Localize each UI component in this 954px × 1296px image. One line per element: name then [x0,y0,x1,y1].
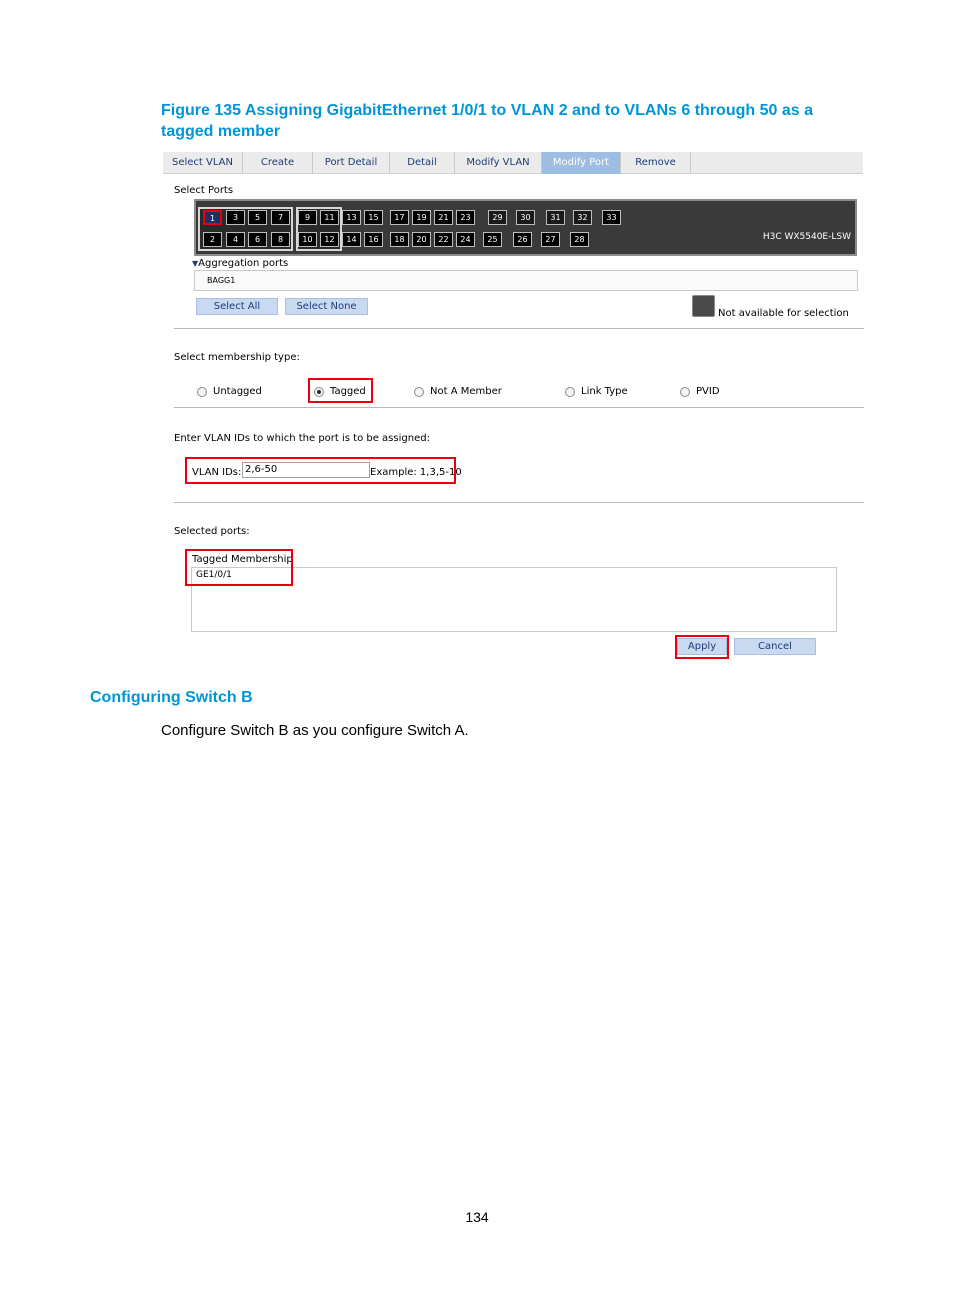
aggregation-item-bagg1[interactable]: BAGG1 [207,276,236,285]
port-18[interactable]: 18 [390,232,409,247]
tab-select-vlan[interactable]: Select VLAN [163,152,243,174]
aggregation-toggle[interactable] [192,258,288,269]
vlan-entry-label: Enter VLAN IDs to which the port is to be assigned: [174,433,430,444]
aggregation-list [194,270,858,291]
selected-ports-label: Selected ports: [174,526,250,537]
port-24[interactable]: 24 [456,232,475,247]
membership-label: Select membership type: [174,352,300,363]
port-12[interactable]: 12 [320,232,339,247]
divider [174,328,864,329]
highlight-vlan-ids [185,457,456,484]
port-22[interactable]: 22 [434,232,453,247]
port-3[interactable]: 3 [226,210,245,225]
port-25[interactable]: 25 [483,232,502,247]
port-4[interactable]: 4 [226,232,245,247]
section-heading: Configuring Switch B [90,689,253,706]
port-28[interactable]: 28 [570,232,589,247]
page-number: 134 [465,1209,489,1225]
vlan-ids-example: Example: 1,3,5-10 [370,467,462,478]
port-15[interactable]: 15 [364,210,383,225]
radio-pvid[interactable] [680,386,720,397]
body-paragraph: Configure Switch B as you configure Switch A. [161,722,469,739]
port-11[interactable]: 11 [320,210,339,225]
highlight-apply [675,635,729,659]
port-2[interactable]: 2 [203,232,222,247]
port-9[interactable]: 9 [298,210,317,225]
tab-detail[interactable]: Detail [390,152,455,174]
vlan-ids-label: VLAN IDs: [192,467,242,478]
radio-pvid-dot [680,387,690,397]
figure-caption: Figure 135 Assigning GigabitEthernet 1/0/1 to VLAN 2 and to VLANs 6 through 50 as a tagged member [161,102,813,140]
port-1[interactable]: 1 [203,210,222,225]
select-all-button[interactable]: Select All [196,298,278,315]
port-23[interactable]: 23 [456,210,475,225]
port-33[interactable]: 33 [602,210,621,225]
radio-tagged-label: Tagged [330,386,366,397]
port-32: 32 [573,210,592,225]
port-29: 29 [488,210,507,225]
port-7[interactable]: 7 [271,210,290,225]
tab-modify-port[interactable]: Modify Port [542,152,621,174]
tagged-membership-heading: Tagged Membership [192,554,293,565]
port-5[interactable]: 5 [248,210,267,225]
vlan-ids-input[interactable]: 2,6-50 [242,462,370,478]
tab-create[interactable]: Create [243,152,313,174]
radio-untagged-label: Untagged [213,386,262,397]
port-14[interactable]: 14 [342,232,361,247]
vlan-config-screenshot [161,150,864,665]
tab-bar [163,152,863,174]
not-available-label: Not available for selection [718,308,849,319]
aggregation-label: Aggregation ports [198,258,289,269]
tab-remove[interactable]: Remove [621,152,691,174]
radio-link-type-label: Link Type [581,386,628,397]
divider [174,407,864,408]
highlight-tagged [308,378,373,403]
port-6[interactable]: 6 [248,232,267,247]
switch-panel [194,199,857,256]
triangle-down-icon: ▼ [192,259,199,268]
radio-not-a-member-dot [414,387,424,397]
port-10[interactable]: 10 [298,232,317,247]
not-available-swatch [692,295,715,317]
radio-untagged-dot [197,387,207,397]
switch-model: H3C WX5540E-LSW [762,232,851,242]
port-13[interactable]: 13 [342,210,361,225]
highlight-tagged-membership [185,549,293,586]
select-none-button[interactable]: Select None [285,298,368,315]
radio-not-a-member[interactable] [414,386,502,397]
apply-button[interactable]: Apply [677,638,727,655]
radio-link-type[interactable] [565,386,628,397]
port-26[interactable]: 26 [513,232,532,247]
cancel-button[interactable]: Cancel [734,638,816,655]
port-20[interactable]: 20 [412,232,431,247]
port-17[interactable]: 17 [390,210,409,225]
port-27[interactable]: 27 [541,232,560,247]
radio-untagged[interactable] [197,386,262,397]
port-8[interactable]: 8 [271,232,290,247]
radio-pvid-label: PVID [696,386,720,397]
divider [174,502,864,503]
port-16[interactable]: 16 [364,232,383,247]
port-21[interactable]: 21 [434,210,453,225]
radio-not-a-member-label: Not A Member [430,386,502,397]
select-ports-label: Select Ports [174,185,234,196]
tab-port-detail[interactable]: Port Detail [313,152,390,174]
selected-port-item: GE1/0/1 [196,570,232,580]
port-31: 31 [546,210,565,225]
radio-link-type-dot [565,387,575,397]
port-19[interactable]: 19 [412,210,431,225]
port-30: 30 [516,210,535,225]
tab-modify-vlan[interactable]: Modify VLAN [455,152,542,174]
